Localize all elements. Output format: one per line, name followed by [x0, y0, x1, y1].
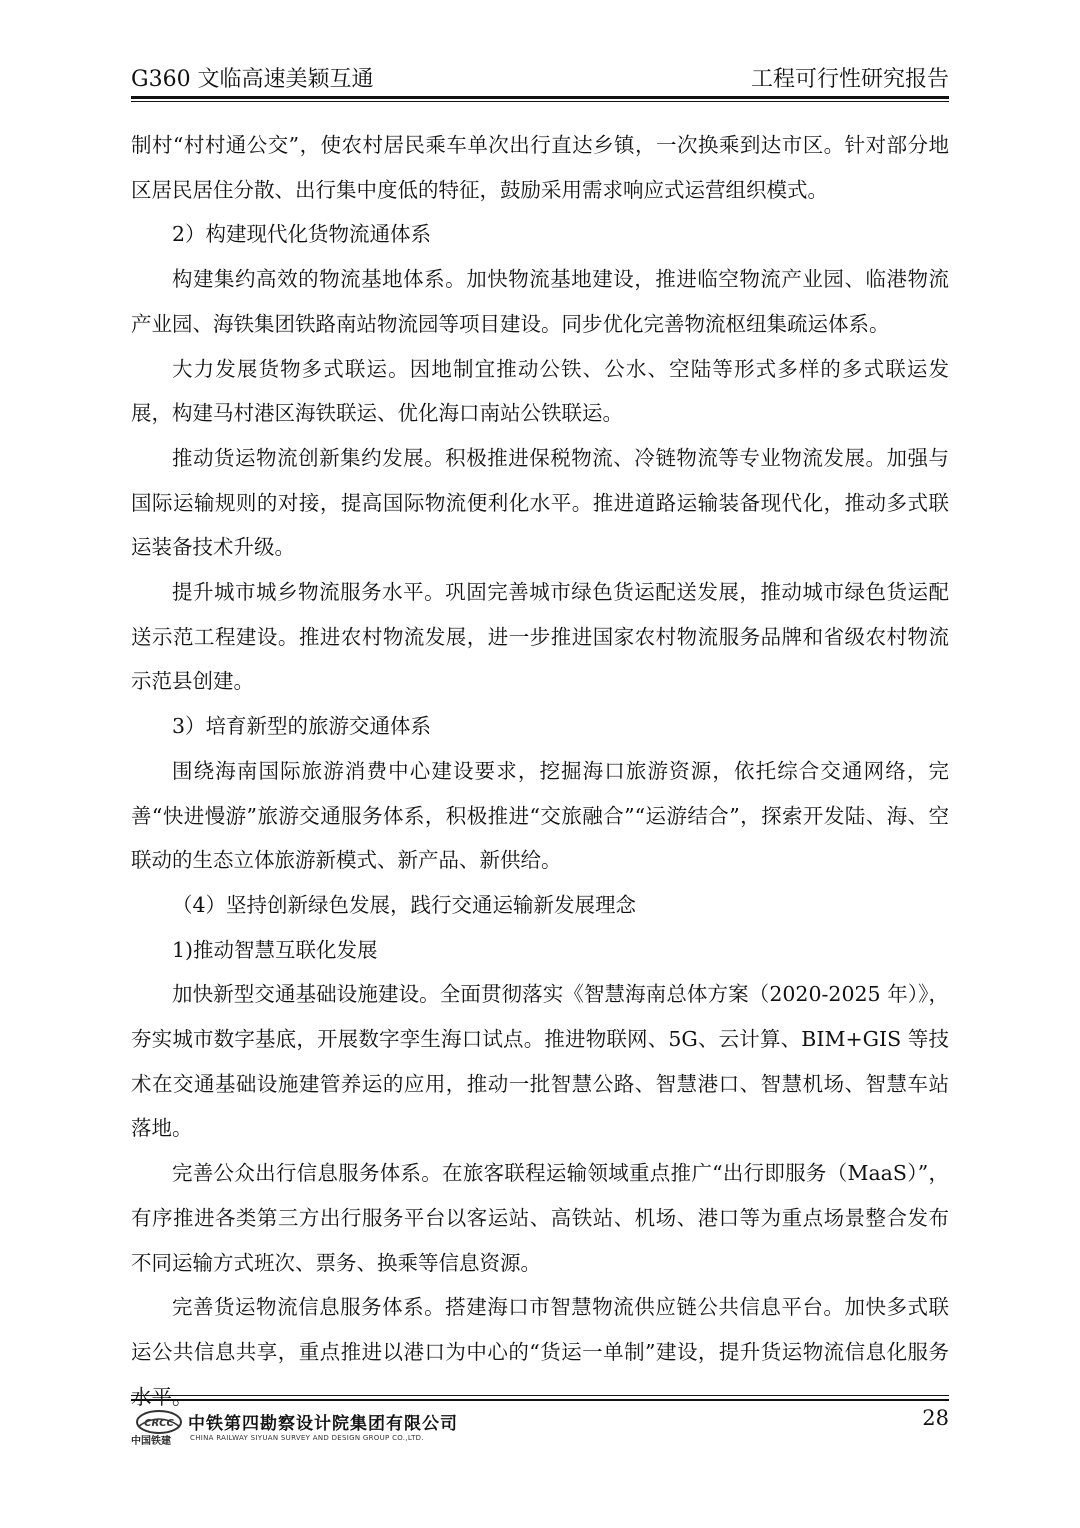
header-project-title: G360 文临高速美颖互通	[131, 67, 374, 92]
section-heading: （4）坚持创新绿色发展，践行交通运输新发展理念	[172, 892, 637, 917]
company-name-en: CHINA RAILWAY SIYUAN SURVEY AND DESIGN GROUP CO.,LTD.	[190, 1434, 424, 1442]
section-heading: 3）培育新型的旅游交通体系	[172, 714, 432, 739]
paragraph: 提升城市城乡物流服务水平。巩固完善城市绿色货运配送发展，推动城市绿色货运配送示范工程建设。推进农村物流发展，进一步推进国家农村物流服务品牌和省级农村物流示范县创建。	[131, 580, 949, 694]
paragraph: 推动货运物流创新集约发展。积极推进保税物流、冷链物流等专业物流发展。加强与国际运输规则的对接，提高国际物流便利化水平。推进道路运输装备现代化，推动多式联运装备技术升级。	[131, 445, 949, 560]
logo-text: CRCC	[144, 1418, 174, 1429]
document-body	[131, 123, 949, 1419]
subsection-heading: 1)推动智慧互联化发展	[172, 937, 378, 962]
paragraph: 加快新型交通基础设施建设。全面贯彻落实《智慧海南总体方案（2020-2025 年）》，夯实城市数字基底，开展数字孪生海口试点。推进物联网、5G、云计算、BIM+GIS 等技术在交通基础设施建管养运的应用，推动一批智慧公路、智慧港口、智慧机场、智慧车站落地。	[131, 982, 949, 1141]
section-heading: 2）构建现代化货物流通体系	[172, 222, 432, 247]
footer-rule-thin	[131, 1395, 949, 1396]
header-rule-thick	[131, 96, 949, 99]
header-rule-thin	[131, 101, 949, 102]
paragraph: 构建集约高效的物流基地体系。加快物流基地建设，推进临空物流产业园、临港物流产业园、海铁集团铁路南站物流园等项目建设。同步优化完善物流枢纽集疏运体系。	[131, 267, 949, 336]
company-name-cn: 中铁第四勘察设计院集团有限公司	[188, 1414, 458, 1434]
page-header	[131, 62, 949, 94]
paragraph: 围绕海南国际旅游消费中心建设要求，挖掘海口旅游资源，依托综合交通网络，完善“快进慢游”旅游交通服务体系，积极推进“交旅融合”“运游结合”，探索开发陆、海、空联动的生态立体旅游新模式、新产品、新供给。	[131, 758, 949, 873]
paragraph: 完善货运物流信息服务体系。搭建海口市智慧物流供应链公共信息平台。加快多式联运公共信息共享，重点推进以港口为中心的“货运一单制”建设，提升货运物流信息化服务水平。	[131, 1295, 949, 1409]
brand-name: 中国铁建	[131, 1436, 171, 1447]
paragraph: 完善公众出行信息服务体系。在旅客联程运输领域重点推广“出行即服务（MaaS）”，有序推进各类第三方出行服务平台以客运站、高铁站、机场、港口等为重点场景整合发布不同运输方式班次、票务、换乘等信息资源。	[131, 1161, 949, 1275]
footer-rule-thick	[131, 1399, 949, 1401]
page-number: 28	[922, 1406, 949, 1430]
paragraph: 大力发展货物多式联运。因地制宜推动公铁、公水、空陆等形式多样的多式联运发展，构建马村港区海铁联运、优化海口南站公铁联运。	[131, 356, 949, 426]
header-report-title: 工程可行性研究报告	[750, 67, 949, 92]
paragraph: 制村“村村通公交”，使农村居民乘车单次出行直达乡镇，一次换乘到达市区。针对部分地区居民居住分散、出行集中度低的特征，鼓励采用需求响应式运营组织模式。	[131, 133, 949, 202]
